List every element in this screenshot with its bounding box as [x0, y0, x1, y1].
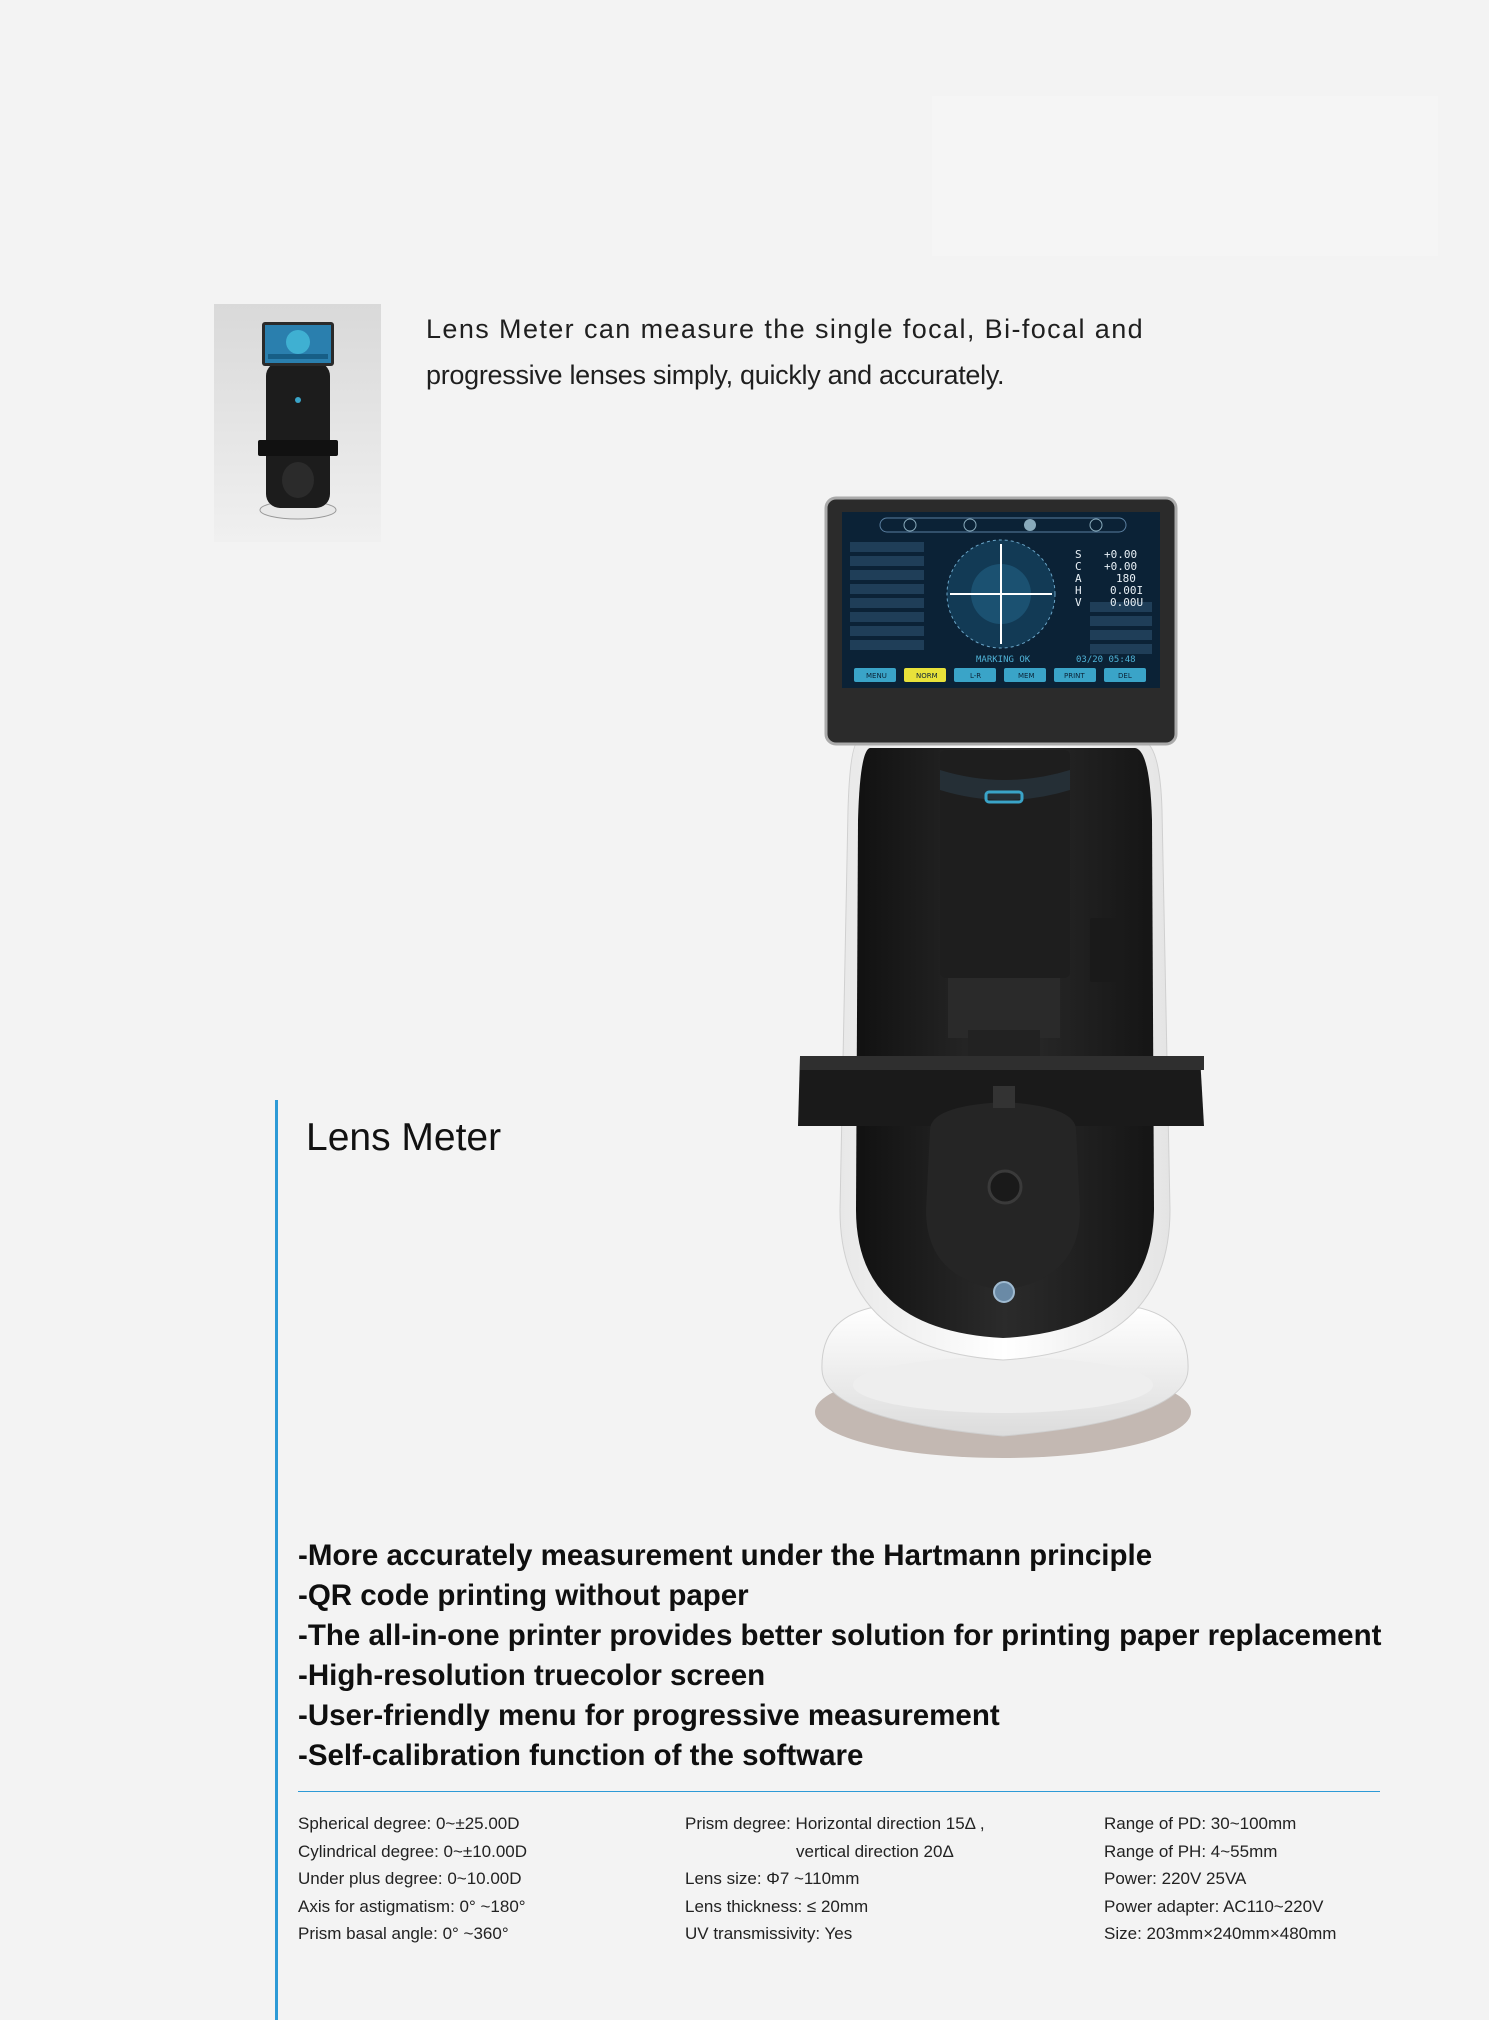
feature-item: -More accurately measurement under the Hartmann principle: [298, 1539, 1153, 1572]
reading-label-h: H: [1075, 584, 1082, 597]
spec-item: Lens size: Φ7 ~110mm: [685, 1869, 860, 1888]
spec-item: Prism degree: Horizontal direction 15Δ ,: [685, 1814, 985, 1833]
spec-item: Range of PD: 30~100mm: [1104, 1814, 1297, 1833]
spec-item: Spherical degree: 0~±25.00D: [298, 1814, 520, 1833]
reading-label-a: A: [1075, 572, 1082, 585]
spec-column-3: [1104, 1810, 1336, 1948]
feature-list: [298, 1536, 1381, 1776]
intro-line-2: progressive lenses simply, quickly and accurately.: [426, 360, 1005, 390]
screen-button-mem[interactable]: MEM: [1018, 672, 1035, 680]
screen-button-menu[interactable]: MENU: [866, 672, 887, 680]
screen-button-del[interactable]: DEL: [1118, 672, 1132, 680]
feature-item: -The all-in-one printer provides better solution for printing paper replacement: [298, 1619, 1382, 1652]
product-title: Lens Meter: [306, 1116, 502, 1160]
screen-button-lr[interactable]: L-R: [970, 672, 982, 680]
feature-item: -QR code printing without paper: [298, 1579, 749, 1612]
spec-item: Prism basal angle: 0° ~360°: [298, 1924, 509, 1943]
screen-button-norm[interactable]: NORM: [916, 672, 938, 680]
accent-vertical-line: [275, 1100, 278, 2020]
intro-line-1: Lens Meter can measure the single focal, Bi-focal and: [426, 314, 1145, 344]
product-thumbnail[interactable]: [214, 304, 381, 542]
reading-label-c: C: [1075, 560, 1082, 573]
reading-value-a: 180: [1116, 572, 1136, 585]
screen-status: MARKING OK: [976, 655, 1031, 665]
reading-value-s: +0.00: [1104, 548, 1138, 561]
spec-item: Lens thickness: ≤ 20mm: [685, 1896, 869, 1916]
spec-column-2: [685, 1810, 985, 1948]
spec-item: Under plus degree: 0~10.00D: [298, 1869, 522, 1888]
feature-item: -High-resolution truecolor screen: [298, 1659, 766, 1692]
reading-value-v: 0.00U: [1110, 596, 1144, 609]
spec-divider: [298, 1791, 1380, 1792]
feature-item: -User-friendly menu for progressive measurement: [298, 1699, 1000, 1732]
spec-item: Cylindrical degree: 0~±10.00D: [298, 1841, 528, 1861]
spec-item: UV transmissivity: Yes: [685, 1924, 853, 1943]
screen-datetime: 03/20 05:48: [1076, 655, 1136, 665]
top-banner-area: [932, 96, 1438, 256]
spec-column-1: [298, 1810, 527, 1948]
intro-text: [426, 306, 1286, 398]
thumbnail-device-image: [214, 304, 381, 542]
feature-item: -Self-calibration function of the software: [298, 1739, 864, 1772]
reading-value-h: 0.00I: [1110, 584, 1144, 597]
device-illustration: [790, 490, 1210, 1475]
screen-button-print[interactable]: PRINT: [1064, 672, 1085, 680]
lens-meter-device: [790, 490, 1210, 1475]
spec-item: Power: 220V 25VA: [1104, 1869, 1247, 1888]
spec-item: Power adapter: AC110~220V: [1104, 1896, 1324, 1916]
spec-item: Size: 203mm×240mm×480mm: [1104, 1924, 1337, 1943]
reading-label-s: S: [1075, 548, 1082, 561]
reading-label-v: V: [1075, 596, 1082, 609]
spec-item: Axis for astigmatism: 0° ~180°: [298, 1896, 526, 1916]
reading-value-c: +0.00: [1104, 560, 1138, 573]
spec-item: Range of PH: 4~55mm: [1104, 1841, 1278, 1861]
spec-item: vertical direction 20Δ: [796, 1841, 954, 1861]
